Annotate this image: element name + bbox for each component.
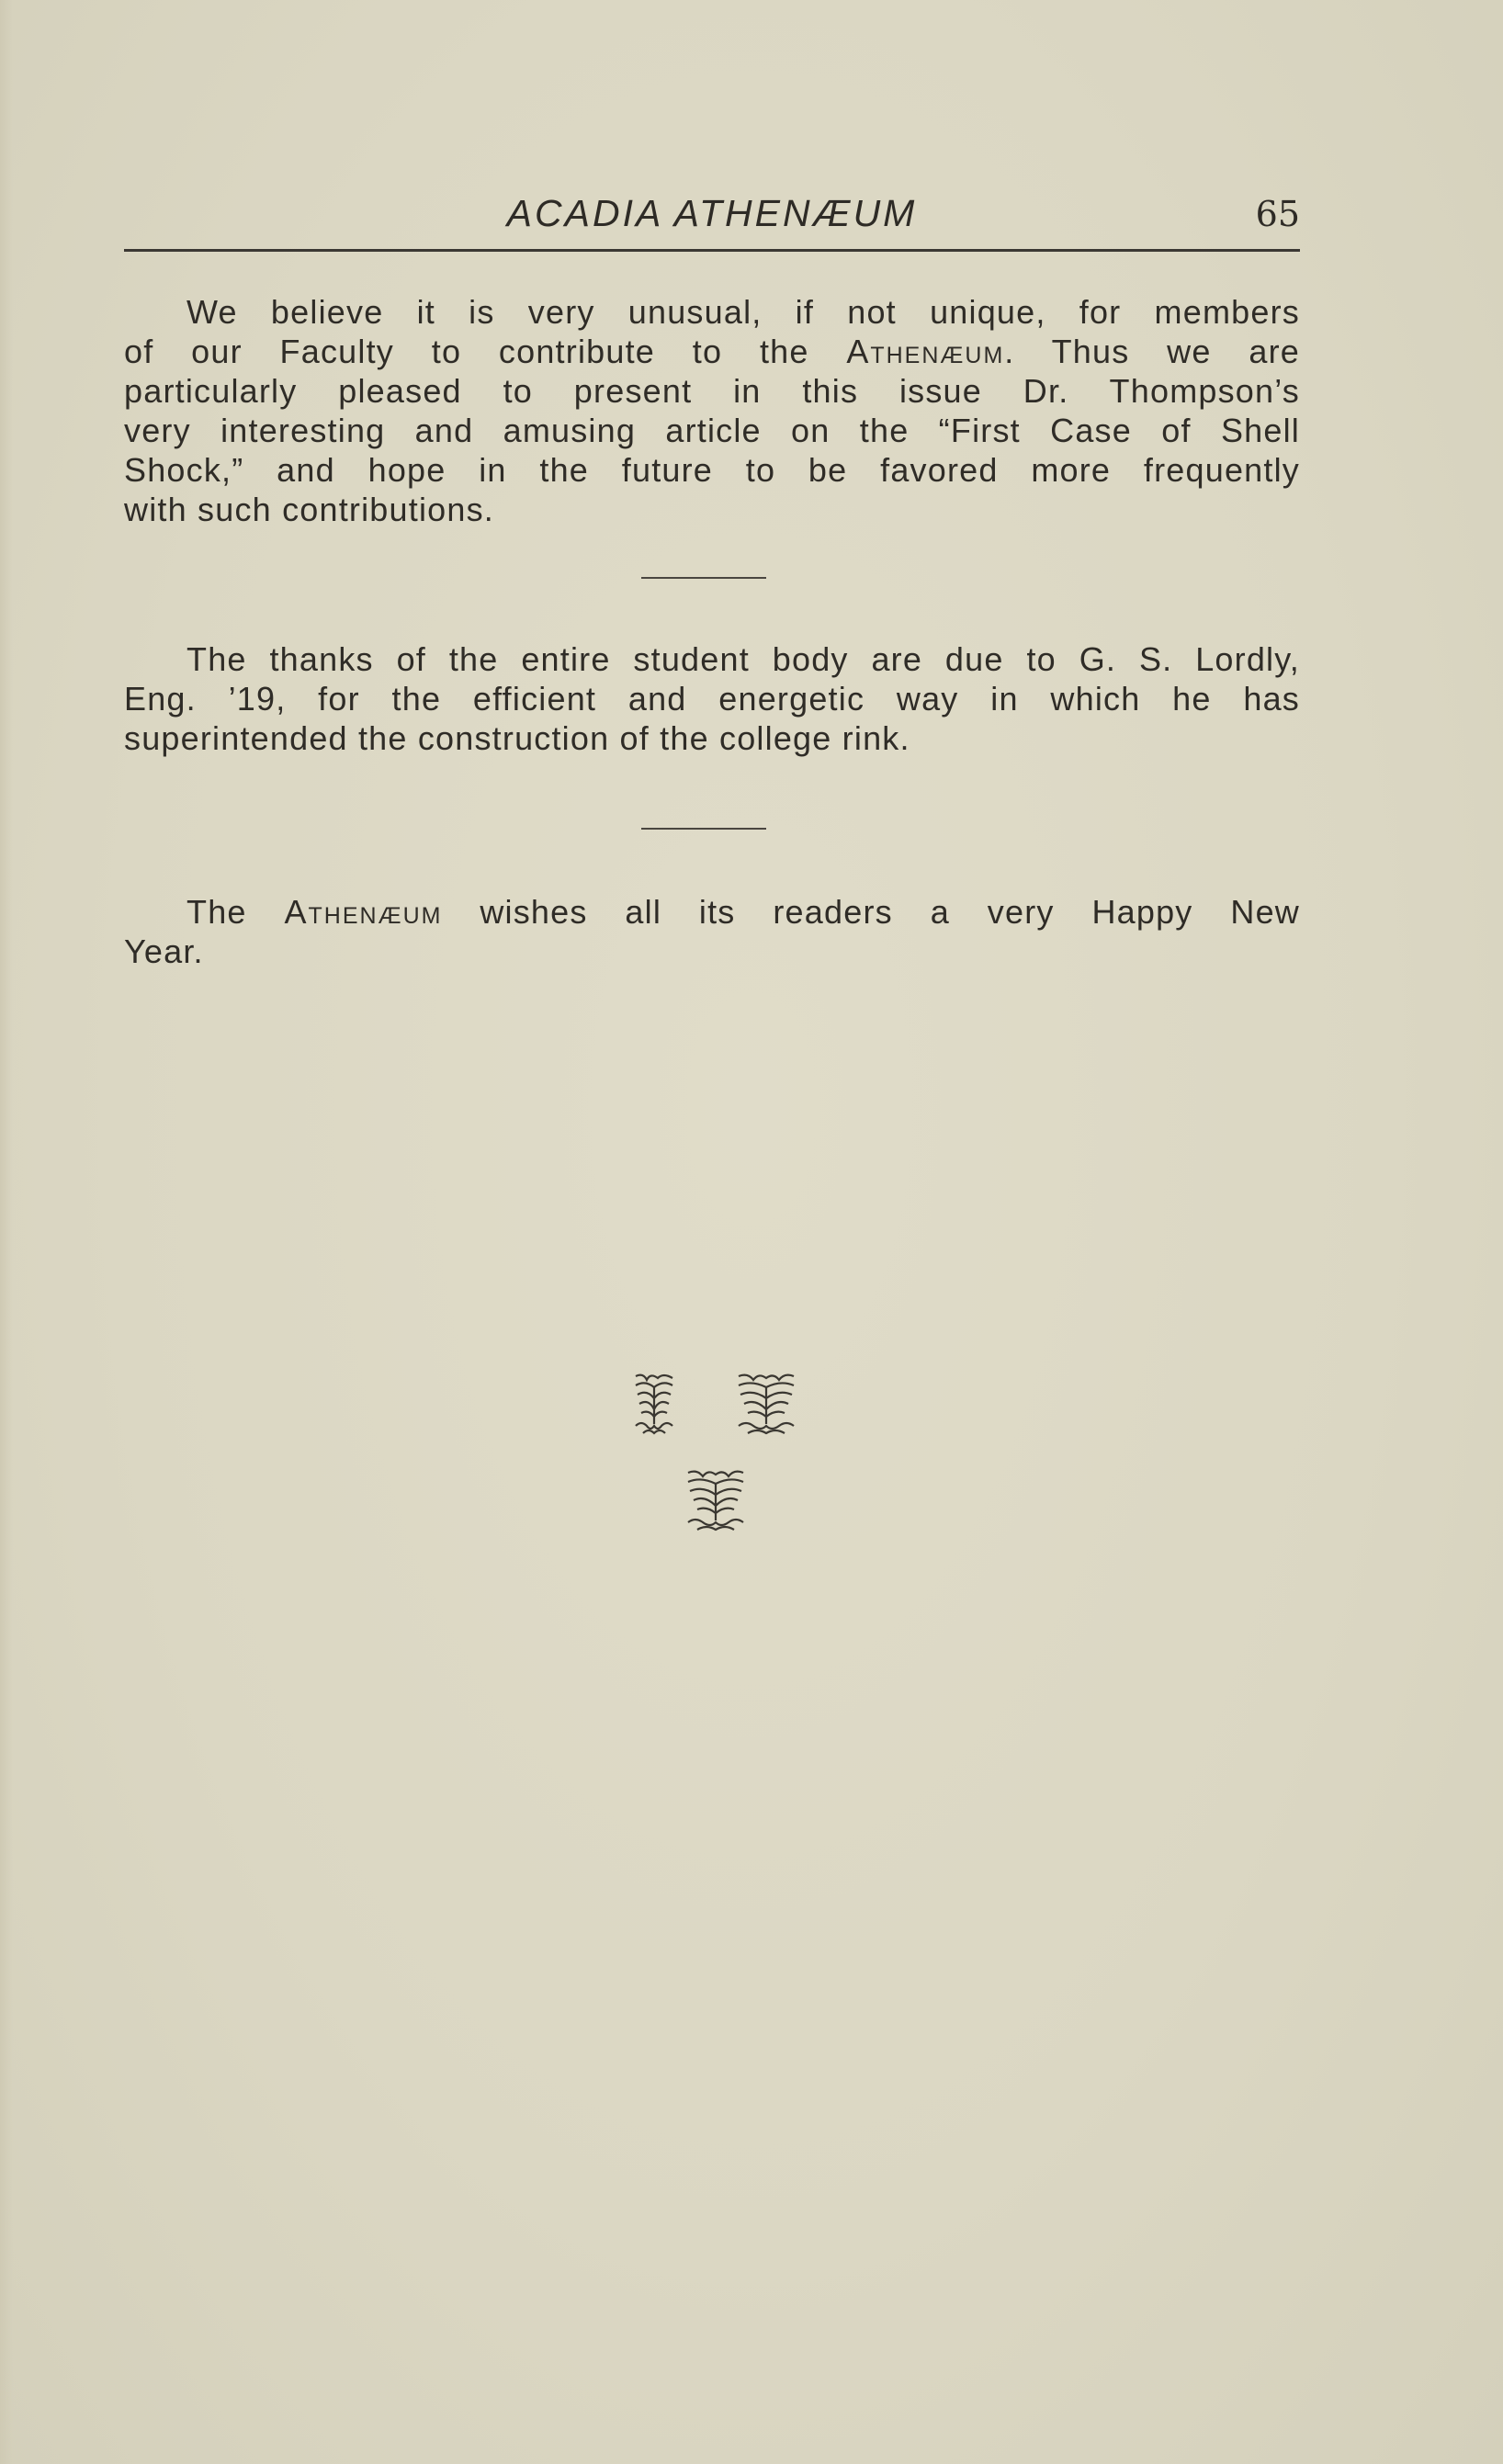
text-line: superintended the construction of the college rink. bbox=[124, 719, 910, 757]
page-number: 65 bbox=[1255, 194, 1300, 234]
paragraph-rink-thanks bbox=[124, 639, 1300, 758]
text-line: The Athenæum wishes all its readers a very Happy New bbox=[186, 893, 1300, 931]
leaf-ornament-icon bbox=[632, 1373, 676, 1439]
running-header bbox=[124, 188, 1300, 243]
section-divider bbox=[641, 828, 766, 830]
section-divider bbox=[641, 577, 766, 579]
text-line: of our Faculty to contribute to the Athenæum. Thus we are bbox=[124, 333, 1300, 370]
text-line: Shock,” and hope in the future to be favored more frequently bbox=[124, 451, 1300, 489]
athenaeum-name: Athenæum bbox=[846, 333, 1005, 370]
page-edge-shadow bbox=[0, 0, 13, 2464]
text-line: We believe it is very unusual, if not unique, for members bbox=[186, 293, 1300, 331]
leaf-ornament-icon bbox=[733, 1373, 799, 1439]
paragraph-new-year bbox=[124, 892, 1300, 971]
header-rule bbox=[124, 249, 1300, 252]
text-line: with such contributions. bbox=[124, 491, 494, 528]
text-line: Year. bbox=[124, 932, 204, 970]
running-title: ACADIA ATHENÆUM bbox=[506, 192, 918, 234]
text-line: The thanks of the entire student body are due to G. S. Lordly, bbox=[186, 640, 1300, 678]
text-line: particularly pleased to present in this issue Dr. Thompson’s bbox=[124, 372, 1300, 410]
text-line: Eng. ’19, for the efficient and energetic way in which he has bbox=[124, 680, 1300, 718]
text-line: very interesting and amusing article on the “First Case of Shell bbox=[124, 412, 1300, 449]
leaf-ornament-icon bbox=[683, 1469, 749, 1535]
paragraph-faculty-contribution bbox=[124, 292, 1300, 529]
athenaeum-name: Athenæum bbox=[284, 893, 443, 931]
